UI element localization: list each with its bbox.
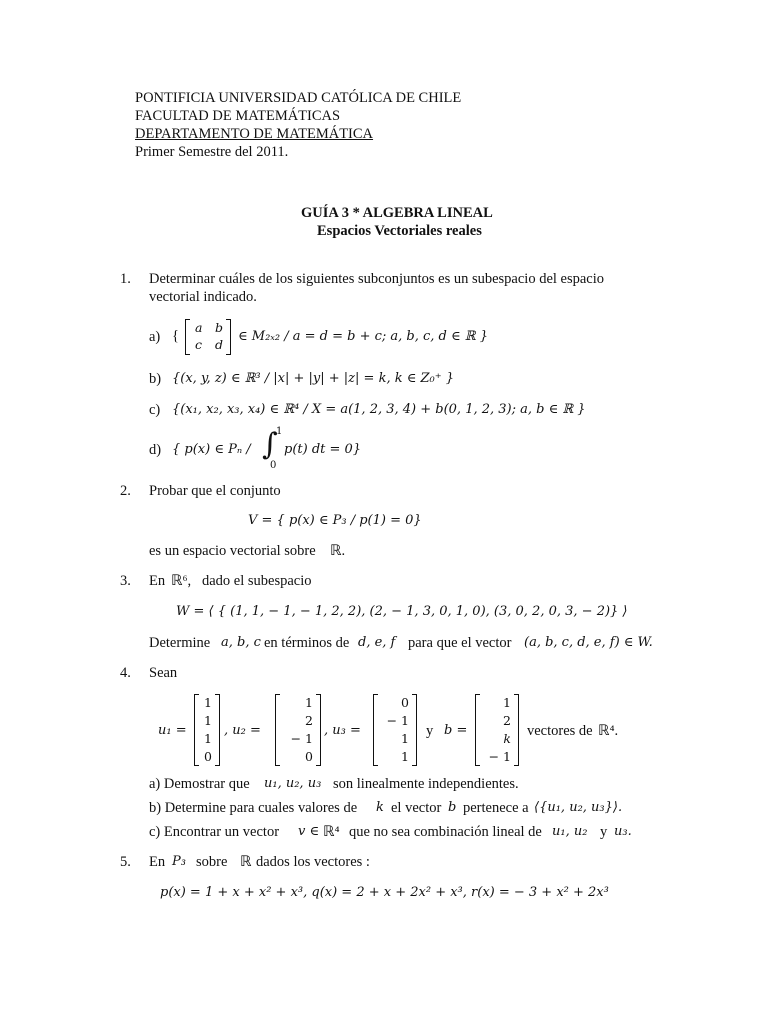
matrix-entry: d — [215, 337, 224, 352]
u2-label: , u₂ = — [224, 723, 261, 738]
vector-entry: 1 — [204, 695, 212, 710]
problem-2-number: 2. — [120, 483, 131, 499]
guide-title: GUÍA 3 * ALGEBRA LINEAL — [301, 205, 493, 221]
problem-2-text: Probar que el conjunto — [149, 483, 281, 499]
integral-upper-limit: 1 — [276, 426, 283, 437]
problem-3-terms: en términos de — [264, 635, 350, 651]
problem-2-formula: V = { p(x) ∈ P₃ / p(1) = 0} — [248, 513, 422, 528]
problem-1b-set: {(x, y, z) ∈ ℝ³ / |x| + |y| + |z| = k, k ∈ Z₀⁺ } — [172, 371, 454, 386]
problem-3-def: d, e, f — [358, 635, 396, 650]
problem-4-space: ℝ⁴. — [598, 723, 619, 739]
problem-4c-text1: c) Encontrar un vector — [149, 824, 280, 840]
problem-1a-matrix — [185, 319, 231, 355]
problem-4c-v: v ∈ — [298, 824, 320, 839]
problem-3-determine: Determine — [149, 635, 211, 651]
problem-4b-text2: el vector — [391, 800, 442, 816]
problem-1a-open-brace: { — [172, 328, 179, 344]
u2-vector — [275, 694, 321, 766]
vector-entry: − 1 — [488, 749, 511, 764]
problem-5-number: 5. — [120, 854, 131, 870]
problem-3-number: 3. — [120, 573, 131, 589]
problem-3-en: En — [149, 573, 166, 589]
problem-1-number: 1. — [120, 271, 131, 287]
integral-lower-limit: 0 — [270, 460, 277, 471]
matrix-entry: a — [195, 320, 203, 335]
problem-4-vectores: vectores de — [527, 723, 593, 739]
university-name: PONTIFICIA UNIVERSIDAD CATÓLICA DE CHILE — [135, 90, 462, 106]
problem-4-number: 4. — [120, 665, 131, 681]
problem-4b-b: b — [448, 800, 457, 815]
problem-3-text: dado el subespacio — [202, 573, 312, 589]
problem-4b-k: k — [376, 800, 384, 815]
problem-4-y: y — [426, 723, 434, 739]
vector-entry: − 1 — [386, 713, 409, 728]
problem-5-sobre: sobre — [196, 854, 228, 870]
problem-4c-vectors: u₁, u₂ — [552, 824, 588, 839]
problem-4a-rest: son linealmente independientes. — [333, 776, 519, 792]
problem-1c-set: {(x₁, x₂, x₃, x₄) ∈ ℝ⁴ / X = a(1, 2, 3, 4) + b(0, 1, 2, 3); a, b ∈ ℝ } — [172, 402, 586, 417]
problem-1a-condition: ∈ M₂ₓ₂ / a = d = b + c; a, b, c, d ∈ ℝ } — [238, 329, 488, 344]
department-name: DEPARTAMENTO DE MATEMÁTICA — [135, 126, 374, 142]
problem-5-en: En — [149, 854, 166, 870]
vector-entry: 1 — [204, 713, 212, 728]
matrix-entry: c — [195, 337, 203, 352]
guide-subtitle: Espacios Vectoriales reales — [317, 223, 482, 239]
semester: Primer Semestre del 2011. — [135, 144, 289, 160]
problem-3-vector: (a, b, c, d, e, f) ∈ W. — [524, 635, 653, 650]
problem-1d-left: { p(x) ∈ Pₙ / — [172, 442, 251, 457]
vector-entry: 2 — [503, 713, 511, 728]
vector-entry: 1 — [401, 731, 409, 746]
vector-entry: 0 — [305, 749, 313, 764]
vector-entry: 1 — [305, 695, 313, 710]
problem-3-space: ℝ⁶, — [171, 573, 192, 589]
problem-1-text-line1: Determinar cuáles de los siguientes subconjuntos es un subespacio del espacio — [149, 271, 605, 287]
problem-2-field: ℝ. — [330, 543, 346, 559]
problem-1-text-line2: vectorial indicado. — [149, 289, 257, 305]
problem-4c-text2: que no sea combinación lineal de — [349, 824, 542, 840]
vector-entry: 2 — [305, 713, 313, 728]
problem-2-conclusion: es un espacio vectorial sobre — [149, 543, 316, 559]
problem-5-p3: P₃ — [172, 854, 186, 869]
vector-entry: 1 — [401, 749, 409, 764]
integral-sign: ∫ — [262, 427, 278, 462]
problem-4c-y: y — [600, 824, 608, 840]
problem-1d-right: p(t) dt = 0} — [284, 442, 362, 457]
faculty-name: FACULTAD DE MATEMÁTICAS — [135, 108, 341, 124]
problem-1b-label: b) — [149, 371, 162, 387]
problem-4c-space: ℝ⁴ — [323, 824, 340, 840]
problem-3-para: para que el vector — [408, 635, 512, 651]
u1-vector — [194, 694, 220, 766]
b-label: b = — [444, 723, 468, 738]
problem-4b-span: ⟨{u₁, u₂, u₃}⟩. — [534, 800, 623, 815]
problem-1d-label: d) — [149, 442, 162, 458]
vector-entry: k — [503, 731, 511, 746]
matrix-entry: b — [215, 320, 224, 335]
problem-4c-u3: u₃. — [614, 824, 632, 839]
vector-entry: 1 — [503, 695, 511, 710]
u3-label: , u₃ = — [324, 723, 361, 738]
problem-3-abc: a, b, c — [221, 635, 261, 650]
problem-4-sean: Sean — [149, 665, 178, 681]
problem-5-vectors: p(x) = 1 + x + x² + x³, q(x) = 2 + x + 2x² + x³, r(x) = − 3 + x² + 2x³ — [160, 885, 609, 900]
vector-entry: 0 — [204, 749, 212, 764]
problem-1a-label: a) — [149, 329, 161, 345]
problem-1c-label: c) — [149, 402, 161, 418]
problem-4a-text: a) Demostrar que — [149, 776, 250, 792]
vector-entry: 0 — [401, 695, 409, 710]
problem-5-field: ℝ — [240, 854, 252, 870]
problem-4b-text1: b) Determine para cuales valores de — [149, 800, 358, 816]
problem-4b-text3: pertenece a — [463, 800, 529, 816]
vector-entry: 1 — [204, 731, 212, 746]
problem-5-rest: dados los vectores : — [256, 854, 370, 870]
u3-vector — [373, 694, 417, 766]
problem-4a-vectors: u₁, u₂, u₃ — [264, 776, 322, 791]
vector-entry: − 1 — [290, 731, 313, 746]
b-vector — [475, 694, 519, 766]
problem-3-subspace: W = ⟨ { (1, 1, − 1, − 1, 2, 2), (2, − 1, 3, 0, 1, 0), (3, 0, 2, 0, 3, − 2)} ⟩ — [176, 604, 628, 619]
u1-label: u₁ = — [158, 723, 187, 738]
